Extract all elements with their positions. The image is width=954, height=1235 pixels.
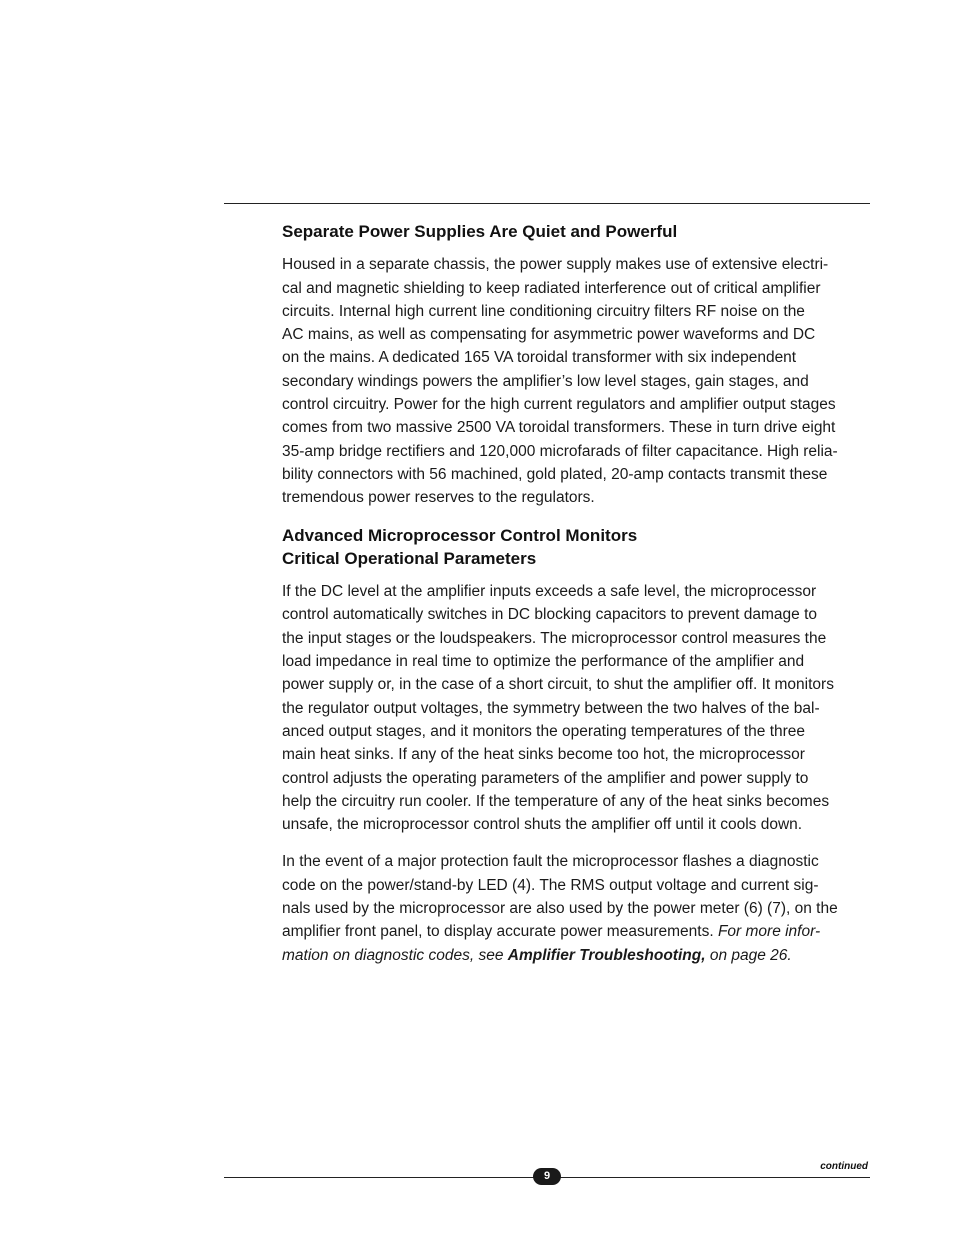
text-line: control circuitry. Power for the high current regulators and amplifier output stages	[282, 396, 836, 414]
text-line: the input stages or the loudspeakers. The microprocessor control measures the	[282, 629, 827, 647]
text-line: anced output stages, and it monitors the operating temperatures of the three	[282, 722, 806, 740]
italic-note: on page 26.	[705, 946, 792, 964]
text-line: the regulator output voltages, the symmetry between the two halves of the bal-	[282, 699, 820, 717]
text-line	[282, 920, 874, 943]
text-line: Housed in a separate chassis, the power supply makes use of extensive electri-	[282, 256, 829, 274]
text-line: In the event of a major protection fault the microprocessor flashes a diagnostic	[282, 853, 819, 871]
page-number-badge: 9	[533, 1168, 561, 1185]
section-heading-power-supplies: Separate Power Supplies Are Quiet and Powerful	[282, 222, 678, 241]
troubleshooting-reference: Amplifier Troubleshooting,	[507, 946, 706, 964]
page-content	[282, 220, 874, 981]
text-line: 35-amp bridge rectifiers and 120,000 microfarads of filter capacitance. High relia-	[282, 442, 838, 460]
continued-label: continued	[820, 1161, 868, 1172]
text-line: control automatically switches in DC blocking capacitors to prevent damage to	[282, 606, 818, 624]
text-line: AC mains, as well as compensating for asymmetric power waveforms and DC	[282, 326, 816, 344]
text-line: If the DC level at the amplifier inputs exceeds a safe level, the microprocessor	[282, 583, 817, 601]
text-line: code on the power/stand-by LED (4). The RMS output voltage and current sig-	[282, 876, 819, 894]
text-line: circuits. Internal high current line conditioning circuitry filters RF noise on the	[282, 302, 805, 320]
text-line: power supply or, in the case of a short circuit, to shut the amplifier off. It monitors	[282, 676, 834, 694]
text-line	[282, 944, 874, 967]
text-run: amplifier front panel, to display accurate power measurements.	[282, 923, 718, 941]
text-line: main heat sinks. If any of the heat sinks become too hot, the microprocessor	[282, 746, 805, 764]
italic-note: mation on diagnostic codes, see	[282, 946, 508, 964]
section-heading-microprocessor-control: Advanced Microprocessor Control Monitors Critical Operational Parameters	[282, 525, 638, 568]
paragraph-dc-protection	[282, 580, 874, 836]
text-line: help the circuitry run cooler. If the temperature of any of the heat sinks becomes	[282, 792, 830, 810]
text-line: secondary windings powers the amplifier’s low level stages, gain stages, and	[282, 372, 809, 390]
text-line: comes from two massive 2500 VA toroidal transformers. These in turn drive eight	[282, 419, 836, 437]
text-line: control adjusts the operating parameters of the amplifier and power supply to	[282, 769, 809, 787]
text-line: cal and magnetic shielding to keep radiated interference out of critical amplifier	[282, 279, 821, 297]
paragraph-power-supplies	[282, 253, 874, 509]
text-line: nals used by the microprocessor are also used by the power meter (6) (7), on the	[282, 900, 838, 918]
text-line: load impedance in real time to optimize the performance of the amplifier and	[282, 653, 805, 671]
paragraph-diagnostic-codes	[282, 850, 874, 966]
italic-note: For more infor-	[717, 923, 821, 941]
text-line: on the mains. A dedicated 165 VA toroidal transformer with six independent	[282, 349, 797, 367]
text-line: bility connectors with 56 machined, gold plated, 20-amp contacts transmit these	[282, 465, 828, 483]
text-line: unsafe, the microprocessor control shuts the amplifier off until it cools down.	[282, 816, 803, 834]
text-line: tremendous power reserves to the regulators.	[282, 489, 595, 507]
top-divider	[224, 203, 870, 204]
